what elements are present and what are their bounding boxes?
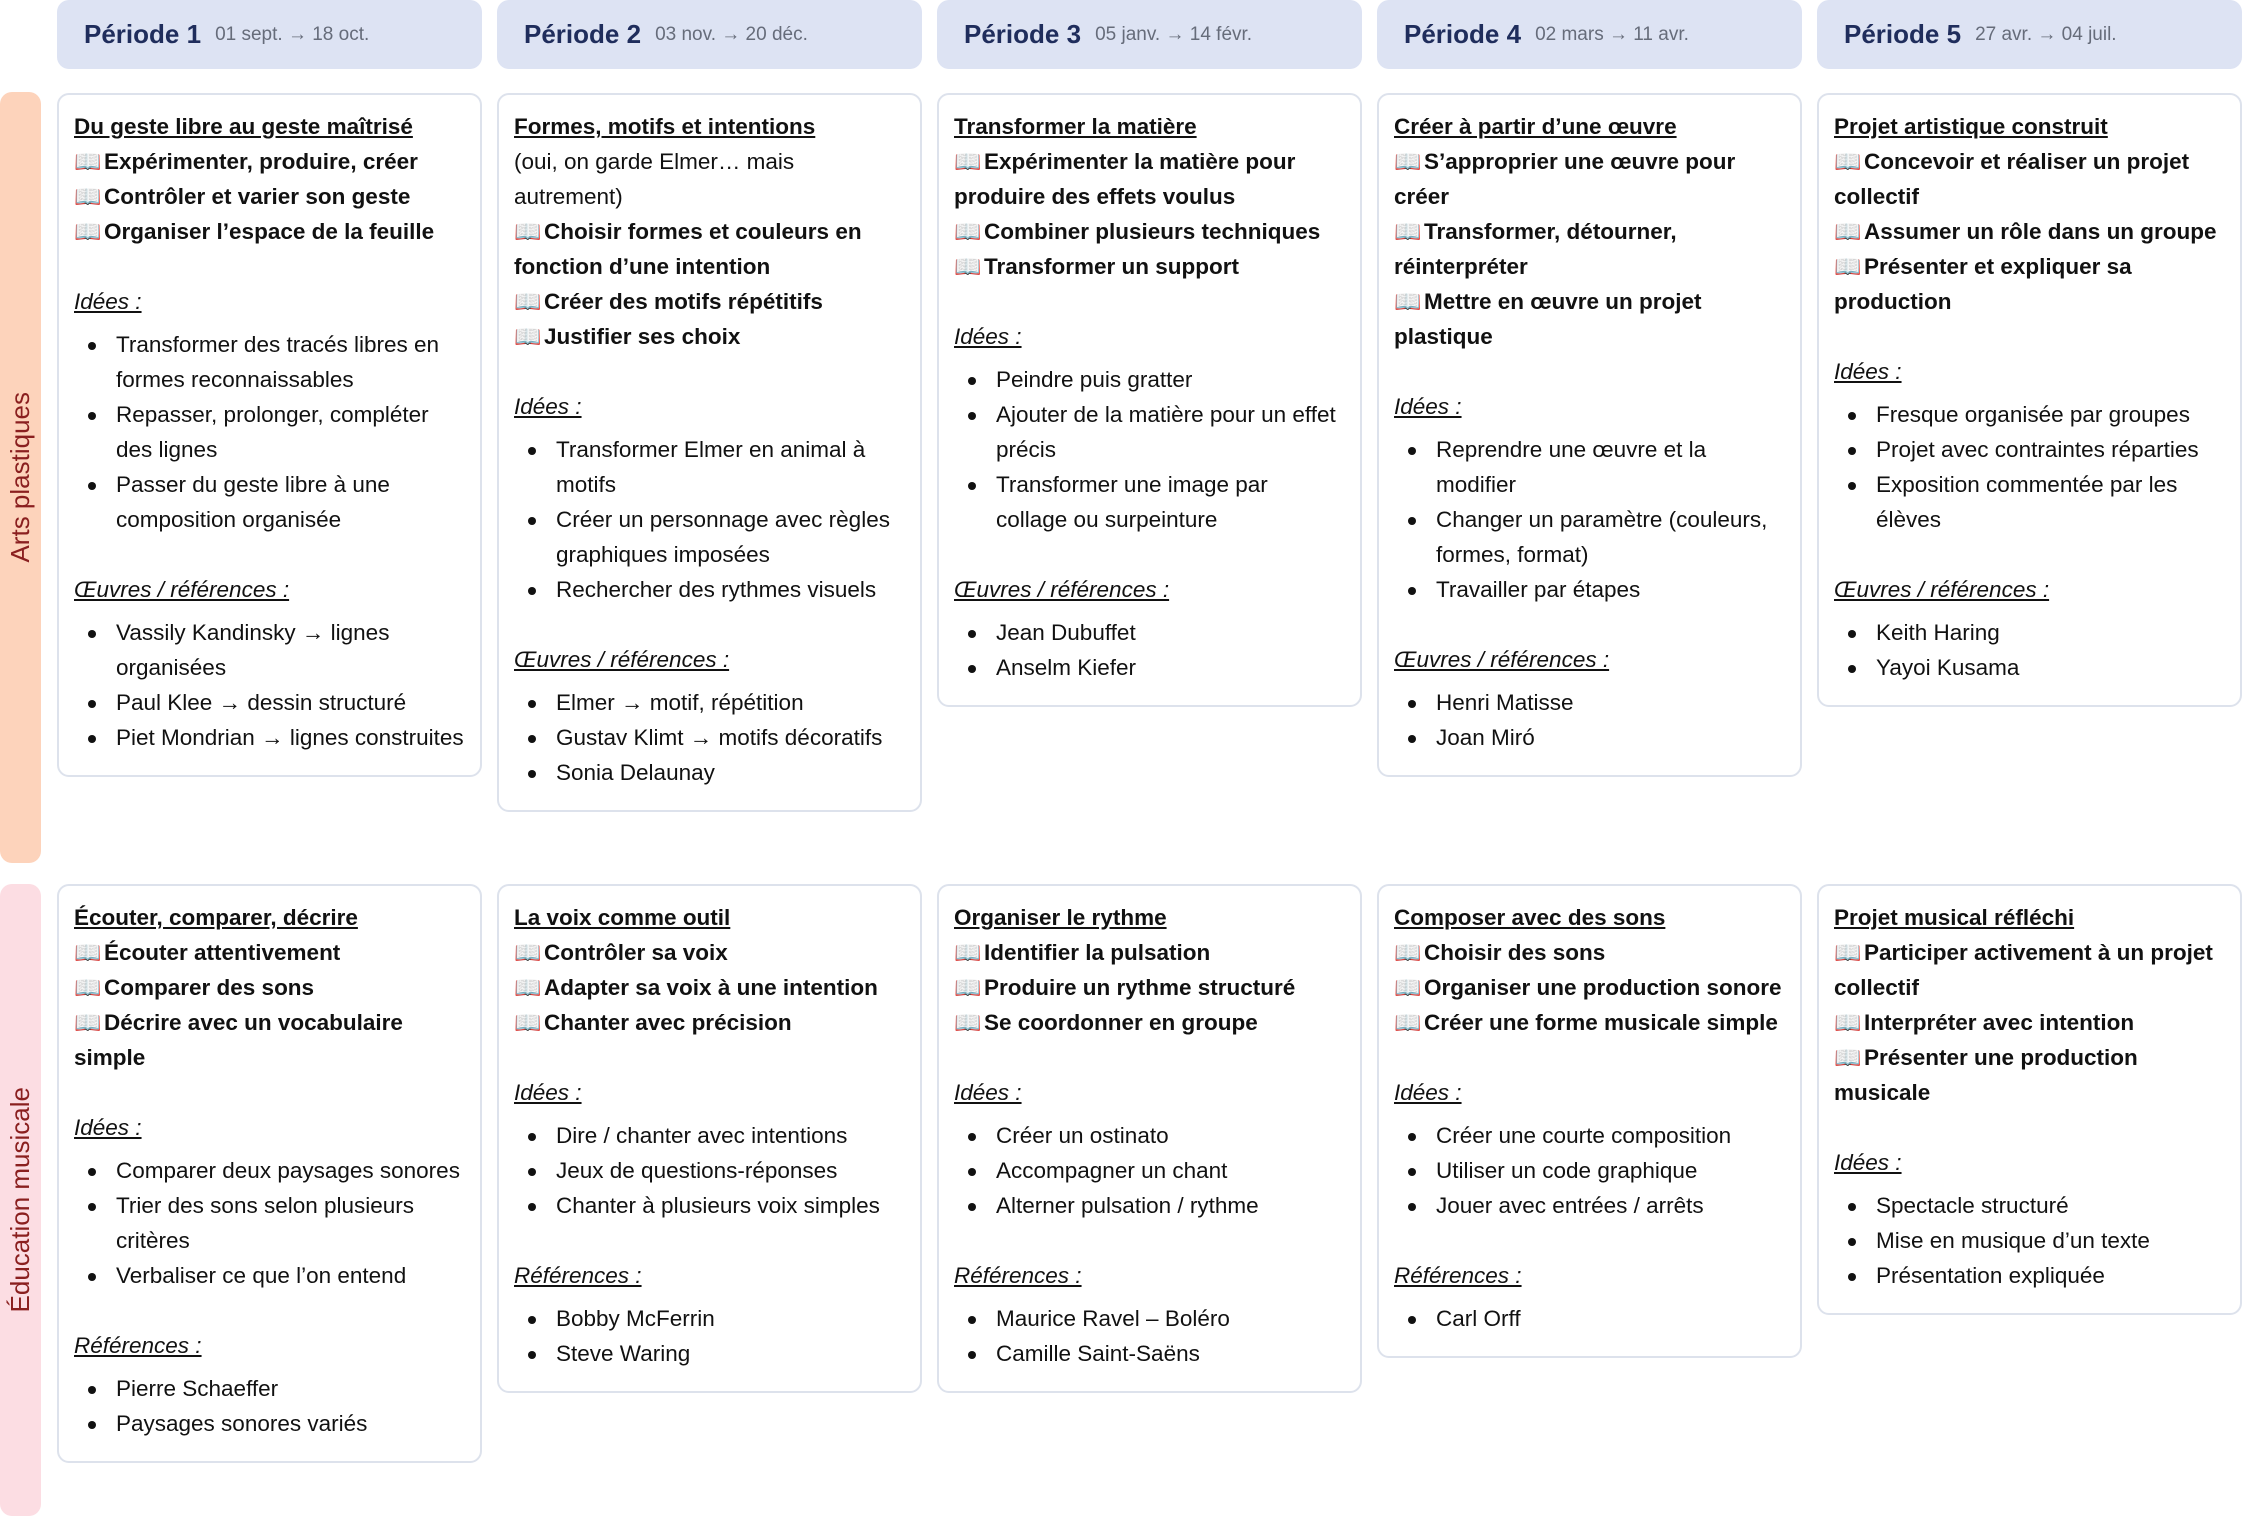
skill-item <box>74 935 464 970</box>
skill-item <box>1834 214 2224 249</box>
period-header-3 <box>937 0 1362 69</box>
ideas-list <box>1394 432 1784 607</box>
cards-row-music <box>57 884 2242 1463</box>
idea-item: Peindre puis gratter <box>954 362 1344 397</box>
idea-item: Passer du geste libre à une composition organisée <box>74 467 464 537</box>
ideas-label: Idées : <box>1394 1080 1462 1105</box>
skill-item <box>514 284 904 319</box>
book-icon: 📖 <box>514 940 542 965</box>
arts-card-period-5 <box>1817 93 2242 707</box>
book-icon: 📖 <box>74 1010 102 1035</box>
skill-text: Décrire avec un vocabulaire simple <box>74 1010 403 1070</box>
idea-item: Spectacle structuré <box>1834 1188 2224 1223</box>
arts-card-period-2 <box>497 93 922 812</box>
skill-item <box>954 214 1344 249</box>
period-header-1 <box>57 0 482 69</box>
card-title: Projet musical réfléchi <box>1834 905 2075 930</box>
arts-card-period-3 <box>937 93 1362 707</box>
idea-item: Ajouter de la matière pour un effet précis <box>954 397 1344 467</box>
row-label-arts-text: Arts plastiques <box>5 392 35 563</box>
card-subtitle: (oui, on garde Elmer… mais autrement) <box>514 149 795 209</box>
book-icon: 📖 <box>1834 254 1862 279</box>
skill-item <box>1394 214 1784 284</box>
skill-text: Concevoir et réaliser un projet collectif <box>1834 149 2190 209</box>
skill-text: Contrôler sa voix <box>544 940 728 965</box>
reference-item: Elmer → motif, répétition <box>514 685 904 720</box>
card-title: Du geste libre au geste maîtrisé <box>74 114 413 139</box>
book-icon: 📖 <box>74 219 102 244</box>
music-card-period-3 <box>937 884 1362 1393</box>
ideas-label: Idées : <box>514 1080 582 1105</box>
skill-text: Contrôler et varier son geste <box>104 184 411 209</box>
period-dates: 02 mars → 11 avr. <box>1535 23 1689 45</box>
references-label: Œuvres / références : <box>514 647 730 672</box>
idea-item: Dire / chanter avec intentions <box>514 1118 904 1153</box>
cards-row-arts <box>57 93 2242 812</box>
row-label-music-text: Éducation musicale <box>5 1087 35 1313</box>
reference-item: Paul Klee → dessin structuré <box>74 685 464 720</box>
book-icon: 📖 <box>954 219 982 244</box>
idea-item: Fresque organisée par groupes <box>1834 397 2224 432</box>
skill-text: Présenter une production musicale <box>1834 1045 2138 1105</box>
book-icon: 📖 <box>1834 1010 1862 1035</box>
period-dates: 01 sept. → 18 oct. <box>215 23 370 45</box>
book-icon: 📖 <box>1394 149 1422 174</box>
references-label: Œuvres / références : <box>74 577 290 602</box>
references-label: Œuvres / références : <box>1394 647 1610 672</box>
period-title: Période 4 <box>1404 19 1522 49</box>
ideas-label: Idées : <box>74 1115 142 1140</box>
idea-item: Mise en musique d’un texte <box>1834 1223 2224 1258</box>
period-title: Période 5 <box>1844 19 1962 49</box>
skill-text: Organiser l’espace de la feuille <box>104 219 435 244</box>
references-label: Références : <box>1394 1263 1522 1288</box>
ideas-label: Idées : <box>1394 394 1462 419</box>
book-icon: 📖 <box>514 1010 542 1035</box>
skill-text: Interpréter avec intention <box>1864 1010 2135 1035</box>
skill-item <box>1834 144 2224 214</box>
references-list <box>954 1301 1344 1371</box>
period-title: Période 1 <box>84 19 202 49</box>
reference-item: Pierre Schaeffer <box>74 1371 464 1406</box>
ideas-list <box>74 327 464 537</box>
ideas-list <box>954 362 1344 537</box>
skill-item <box>1394 144 1784 214</box>
reference-item: Maurice Ravel – Boléro <box>954 1301 1344 1336</box>
skill-text: Chanter avec précision <box>544 1010 792 1035</box>
skill-item <box>954 144 1344 214</box>
period-header-2 <box>497 0 922 69</box>
period-header-row <box>57 0 2242 69</box>
idea-item: Alterner pulsation / rythme <box>954 1188 1344 1223</box>
ideas-label: Idées : <box>1834 1150 1902 1175</box>
references-list <box>1834 615 2224 685</box>
idea-item: Travailler par étapes <box>1394 572 1784 607</box>
idea-item: Transformer une image par collage ou surpeinture <box>954 467 1344 537</box>
skill-item <box>1834 935 2224 1005</box>
idea-item: Utiliser un code graphique <box>1394 1153 1784 1188</box>
skill-item <box>514 214 904 284</box>
ideas-list <box>514 432 904 607</box>
references-list <box>1394 685 1784 755</box>
book-icon: 📖 <box>74 149 102 174</box>
book-icon: 📖 <box>1394 219 1422 244</box>
skill-text: Adapter sa voix à une intention <box>544 975 878 1000</box>
reference-item: Vassily Kandinsky → lignes organisées <box>74 615 464 685</box>
skill-text: Choisir formes et couleurs en fonction d’une intention <box>514 219 862 279</box>
skill-item <box>74 970 464 1005</box>
idea-item: Jeux de questions-réponses <box>514 1153 904 1188</box>
skill-item <box>1834 1040 2224 1110</box>
skill-item <box>1834 249 2224 319</box>
reference-item: Bobby McFerrin <box>514 1301 904 1336</box>
skill-item <box>74 1005 464 1075</box>
ideas-list <box>1834 397 2224 537</box>
ideas-list <box>954 1118 1344 1223</box>
idea-item: Changer un paramètre (couleurs, formes, format) <box>1394 502 1784 572</box>
book-icon: 📖 <box>74 975 102 1000</box>
card-title: Organiser le rythme <box>954 905 1167 930</box>
arts-card-period-1 <box>57 93 482 777</box>
skill-text: Créer une forme musicale simple <box>1424 1010 1778 1035</box>
card-title: Formes, motifs et intentions <box>514 114 816 139</box>
music-card-period-5 <box>1817 884 2242 1315</box>
idea-item: Créer un ostinato <box>954 1118 1344 1153</box>
idea-item: Rechercher des rythmes visuels <box>514 572 904 607</box>
ideas-label: Idées : <box>514 394 582 419</box>
skill-text: Créer des motifs répétitifs <box>544 289 823 314</box>
skill-text: Organiser une production sonore <box>1424 975 1782 1000</box>
skill-text: Expérimenter, produire, créer <box>104 149 418 174</box>
skill-text: Transformer, détourner, réinterpréter <box>1394 219 1677 279</box>
skill-item <box>954 249 1344 284</box>
skill-item <box>1834 1005 2224 1040</box>
skill-item <box>514 935 904 970</box>
skill-text: Participer activement à un projet collectif <box>1834 940 2213 1000</box>
reference-item: Yayoi Kusama <box>1834 650 2224 685</box>
references-list <box>954 615 1344 685</box>
reference-item: Henri Matisse <box>1394 685 1784 720</box>
idea-item: Créer un personnage avec règles graphiques imposées <box>514 502 904 572</box>
row-label-music <box>0 884 41 1516</box>
references-label: Références : <box>74 1333 202 1358</box>
book-icon: 📖 <box>1834 219 1862 244</box>
skill-item <box>74 144 464 179</box>
book-icon: 📖 <box>514 975 542 1000</box>
card-title: Écouter, comparer, décrire <box>74 905 358 930</box>
skill-text: Produire un rythme structuré <box>984 975 1296 1000</box>
skill-item <box>954 935 1344 970</box>
period-title: Période 3 <box>964 19 1082 49</box>
references-list <box>74 615 464 755</box>
book-icon: 📖 <box>514 219 542 244</box>
card-title: Transformer la matière <box>954 114 1197 139</box>
skill-text: Assumer un rôle dans un groupe <box>1864 219 2217 244</box>
skill-item <box>514 1005 904 1040</box>
skill-text: Écouter attentivement <box>104 940 341 965</box>
skill-text: Expérimenter la matière pour produire des effets voulus <box>954 149 1296 209</box>
references-list <box>1394 1301 1784 1336</box>
reference-item: Keith Haring <box>1834 615 2224 650</box>
skill-item <box>954 1005 1344 1040</box>
ideas-label: Idées : <box>954 1080 1022 1105</box>
reference-item: Gustav Klimt → motifs décoratifs <box>514 720 904 755</box>
reference-item: Paysages sonores variés <box>74 1406 464 1441</box>
idea-item: Jouer avec entrées / arrêts <box>1394 1188 1784 1223</box>
skill-text: S’approprier une œuvre pour créer <box>1394 149 1736 209</box>
reference-item: Camille Saint-Saëns <box>954 1336 1344 1371</box>
skill-text: Combiner plusieurs techniques <box>984 219 1321 244</box>
book-icon: 📖 <box>74 184 102 209</box>
period-dates: 27 avr. → 04 juil. <box>1975 23 2117 45</box>
references-list <box>514 1301 904 1371</box>
idea-item: Transformer Elmer en animal à motifs <box>514 432 904 502</box>
skill-text: Comparer des sons <box>104 975 315 1000</box>
idea-item: Verbaliser ce que l’on entend <box>74 1258 464 1293</box>
ideas-label: Idées : <box>954 324 1022 349</box>
ideas-list <box>514 1118 904 1223</box>
idea-item: Présentation expliquée <box>1834 1258 2224 1293</box>
idea-item: Chanter à plusieurs voix simples <box>514 1188 904 1223</box>
references-label: Œuvres / références : <box>954 577 1170 602</box>
skill-item <box>954 970 1344 1005</box>
music-card-period-4 <box>1377 884 1802 1358</box>
ideas-label: Idées : <box>1834 359 1902 384</box>
references-label: Œuvres / références : <box>1834 577 2050 602</box>
idea-item: Projet avec contraintes réparties <box>1834 432 2224 467</box>
book-icon: 📖 <box>1394 1010 1422 1035</box>
book-icon: 📖 <box>1394 940 1422 965</box>
idea-item: Reprendre une œuvre et la modifier <box>1394 432 1784 502</box>
book-icon: 📖 <box>1394 289 1422 314</box>
skill-item <box>1394 284 1784 354</box>
skill-text: Mettre en œuvre un projet plastique <box>1394 289 1702 349</box>
skill-text: Présenter et expliquer sa production <box>1834 254 2132 314</box>
ideas-label: Idées : <box>74 289 142 314</box>
period-dates: 03 nov. → 20 déc. <box>655 23 808 45</box>
skill-item <box>1394 935 1784 970</box>
skill-text: Choisir des sons <box>1424 940 1606 965</box>
idea-item: Créer une courte composition <box>1394 1118 1784 1153</box>
book-icon: 📖 <box>954 975 982 1000</box>
reference-item: Sonia Delaunay <box>514 755 904 790</box>
reference-item: Piet Mondrian → lignes construites <box>74 720 464 755</box>
book-icon: 📖 <box>1834 1045 1862 1070</box>
card-title: Composer avec des sons <box>1394 905 1666 930</box>
card-title: La voix comme outil <box>514 905 731 930</box>
book-icon: 📖 <box>954 149 982 174</box>
music-card-period-1 <box>57 884 482 1463</box>
skill-text: Transformer un support <box>984 254 1240 279</box>
book-icon: 📖 <box>1834 149 1862 174</box>
book-icon: 📖 <box>1834 940 1862 965</box>
skill-text: Identifier la pulsation <box>984 940 1211 965</box>
references-label: Références : <box>514 1263 642 1288</box>
skill-item <box>514 970 904 1005</box>
references-list <box>514 685 904 790</box>
card-title: Projet artistique construit <box>1834 114 2108 139</box>
skill-item <box>1394 970 1784 1005</box>
skill-text: Justifier ses choix <box>544 324 741 349</box>
skill-item <box>514 319 904 354</box>
idea-item: Repasser, prolonger, compléter des lignes <box>74 397 464 467</box>
skill-text: Se coordonner en groupe <box>984 1010 1258 1035</box>
ideas-list <box>74 1153 464 1293</box>
reference-item: Steve Waring <box>514 1336 904 1371</box>
row-label-arts <box>0 92 41 863</box>
period-dates: 05 janv. → 14 févr. <box>1095 23 1253 45</box>
reference-item: Anselm Kiefer <box>954 650 1344 685</box>
period-header-5 <box>1817 0 2242 69</box>
skill-item <box>1394 1005 1784 1040</box>
ideas-list <box>1834 1188 2224 1293</box>
skill-item <box>74 179 464 214</box>
book-icon: 📖 <box>954 1010 982 1035</box>
reference-item: Joan Miró <box>1394 720 1784 755</box>
idea-item: Transformer des tracés libres en formes reconnaissables <box>74 327 464 397</box>
book-icon: 📖 <box>954 254 982 279</box>
idea-item: Comparer deux paysages sonores <box>74 1153 464 1188</box>
book-icon: 📖 <box>954 940 982 965</box>
reference-item: Jean Dubuffet <box>954 615 1344 650</box>
book-icon: 📖 <box>1394 975 1422 1000</box>
book-icon: 📖 <box>74 940 102 965</box>
card-title: Créer à partir d’une œuvre <box>1394 114 1677 139</box>
idea-item: Trier des sons selon plusieurs critères <box>74 1188 464 1258</box>
skill-item <box>74 214 464 249</box>
reference-item: Carl Orff <box>1394 1301 1784 1336</box>
music-card-period-2 <box>497 884 922 1393</box>
book-icon: 📖 <box>514 289 542 314</box>
idea-item: Exposition commentée par les élèves <box>1834 467 2224 537</box>
references-label: Références : <box>954 1263 1082 1288</box>
idea-item: Accompagner un chant <box>954 1153 1344 1188</box>
ideas-list <box>1394 1118 1784 1223</box>
references-list <box>74 1371 464 1441</box>
arts-card-period-4 <box>1377 93 1802 777</box>
book-icon: 📖 <box>514 324 542 349</box>
period-header-4 <box>1377 0 1802 69</box>
period-title: Période 2 <box>524 19 642 49</box>
